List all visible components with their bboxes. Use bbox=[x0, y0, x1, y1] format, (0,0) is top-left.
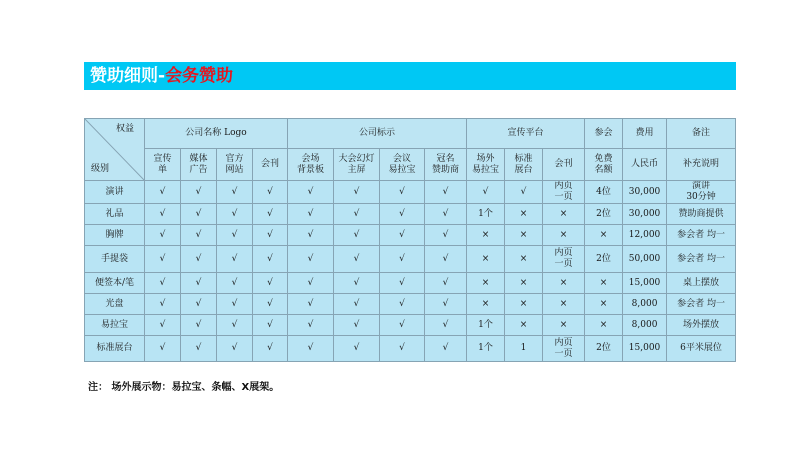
row-level-label: 标准展台 bbox=[85, 336, 145, 362]
table-cell: 8,000 bbox=[623, 294, 667, 315]
table-cell: √ bbox=[334, 273, 380, 294]
subheader-meeting-rollup: 会议 易拉宝 bbox=[380, 149, 425, 181]
table-cell: 内页 一页 bbox=[543, 246, 585, 273]
row-level-label: 手提袋 bbox=[85, 246, 145, 273]
table-cell: √ bbox=[217, 204, 253, 225]
table-row bbox=[85, 181, 736, 204]
table-cell: × bbox=[543, 315, 585, 336]
table-cell: √ bbox=[253, 181, 288, 204]
table-cell: × bbox=[543, 225, 585, 246]
table-cell: 4位 bbox=[585, 181, 623, 204]
subheader-website: 官方 网站 bbox=[217, 149, 253, 181]
table-cell: √ bbox=[288, 273, 334, 294]
table-cell: √ bbox=[288, 294, 334, 315]
table-cell: 参会者 均一 bbox=[667, 246, 736, 273]
table-row bbox=[85, 204, 736, 225]
table-cell: √ bbox=[425, 225, 467, 246]
table-cell: 2位 bbox=[585, 246, 623, 273]
table-cell: √ bbox=[505, 181, 543, 204]
table-cell: √ bbox=[217, 294, 253, 315]
table-cell: 1个 bbox=[467, 336, 505, 362]
table-cell: √ bbox=[288, 336, 334, 362]
table-cell: 2位 bbox=[585, 336, 623, 362]
table-cell: √ bbox=[334, 336, 380, 362]
table-cell: √ bbox=[181, 294, 217, 315]
table-cell: √ bbox=[334, 225, 380, 246]
group-header-company-sign: 公司标示 bbox=[288, 119, 467, 149]
table-cell: 30,000 bbox=[623, 181, 667, 204]
title-bar bbox=[84, 62, 736, 90]
table-cell: × bbox=[467, 246, 505, 273]
table-cell: × bbox=[585, 294, 623, 315]
table-cell: √ bbox=[288, 181, 334, 204]
subheader-media-ad: 媒体 广告 bbox=[181, 149, 217, 181]
table-cell: √ bbox=[253, 225, 288, 246]
table-cell: √ bbox=[380, 315, 425, 336]
sponsorship-table bbox=[84, 118, 736, 362]
table-cell: √ bbox=[145, 336, 181, 362]
table-cell: 1 bbox=[505, 336, 543, 362]
table-cell: √ bbox=[425, 181, 467, 204]
table-cell: × bbox=[505, 246, 543, 273]
group-header-attend: 参会 bbox=[585, 119, 623, 149]
table-cell: √ bbox=[217, 315, 253, 336]
table-body bbox=[85, 181, 736, 362]
table-cell: √ bbox=[253, 315, 288, 336]
table-cell: √ bbox=[253, 204, 288, 225]
table-cell: √ bbox=[288, 225, 334, 246]
group-header-company-logo: 公司名称 Logo bbox=[145, 119, 288, 149]
table-cell: × bbox=[467, 225, 505, 246]
table-cell: 1个 bbox=[467, 204, 505, 225]
table-cell: √ bbox=[145, 225, 181, 246]
table-cell: √ bbox=[253, 336, 288, 362]
table-cell: √ bbox=[288, 315, 334, 336]
table-cell: × bbox=[505, 204, 543, 225]
table-cell: 参会者 均一 bbox=[667, 294, 736, 315]
row-level-label: 光盘 bbox=[85, 294, 145, 315]
table-cell: √ bbox=[181, 273, 217, 294]
table-cell: 50,000 bbox=[623, 246, 667, 273]
page-title bbox=[90, 65, 233, 87]
table-cell: √ bbox=[253, 246, 288, 273]
table-row bbox=[85, 246, 736, 273]
group-header-remark: 备注 bbox=[667, 119, 736, 149]
table-cell: 演讲 30分钟 bbox=[667, 181, 736, 204]
table-cell: √ bbox=[425, 273, 467, 294]
row-level-label: 演讲 bbox=[85, 181, 145, 204]
table-cell: × bbox=[505, 225, 543, 246]
table-cell: √ bbox=[288, 204, 334, 225]
title-highlight: 会务赞助 bbox=[165, 66, 234, 86]
table-cell: √ bbox=[217, 181, 253, 204]
table-cell: √ bbox=[380, 181, 425, 204]
table-row bbox=[85, 336, 736, 362]
table-cell: √ bbox=[334, 294, 380, 315]
table-cell: √ bbox=[334, 246, 380, 273]
table-cell: 12,000 bbox=[623, 225, 667, 246]
table-cell: × bbox=[543, 273, 585, 294]
table-cell: √ bbox=[217, 273, 253, 294]
subheader-free-quota: 免费 名额 bbox=[585, 149, 623, 181]
table-cell: √ bbox=[380, 336, 425, 362]
table-cell: × bbox=[505, 294, 543, 315]
title-prefix: 赞助细则- bbox=[90, 66, 166, 86]
subheader-journal: 会刊 bbox=[253, 149, 288, 181]
table-row bbox=[85, 294, 736, 315]
table-cell: √ bbox=[145, 294, 181, 315]
table-cell: √ bbox=[145, 246, 181, 273]
table-cell: √ bbox=[145, 273, 181, 294]
table-cell: √ bbox=[181, 336, 217, 362]
table-cell: √ bbox=[467, 181, 505, 204]
table-cell: √ bbox=[425, 315, 467, 336]
table-cell: √ bbox=[253, 294, 288, 315]
table-cell: √ bbox=[145, 204, 181, 225]
table-cell: 15,000 bbox=[623, 273, 667, 294]
table-cell: 2位 bbox=[585, 204, 623, 225]
table-cell: × bbox=[543, 204, 585, 225]
table-cell: × bbox=[585, 225, 623, 246]
footnote: 注： 场外展示物：易拉宝、条幅、X展架。 bbox=[88, 382, 280, 393]
table-cell: √ bbox=[145, 181, 181, 204]
group-header-publicity: 宣传平台 bbox=[467, 119, 585, 149]
table-cell: 场外摆放 bbox=[667, 315, 736, 336]
table-cell: 1个 bbox=[467, 315, 505, 336]
table-cell: 桌上摆放 bbox=[667, 273, 736, 294]
table-cell: 6平米展位 bbox=[667, 336, 736, 362]
table-cell: × bbox=[505, 273, 543, 294]
subheader-std-booth: 标准 展台 bbox=[505, 149, 543, 181]
row-level-label: 便签本/笔 bbox=[85, 273, 145, 294]
table-cell: 内页 一页 bbox=[543, 336, 585, 362]
table-cell: √ bbox=[380, 246, 425, 273]
row-level-label: 胸牌 bbox=[85, 225, 145, 246]
row-level-label: 易拉宝 bbox=[85, 315, 145, 336]
table-cell: × bbox=[585, 273, 623, 294]
subheader-journal-publicity: 会刊 bbox=[543, 149, 585, 181]
table-cell: √ bbox=[425, 294, 467, 315]
table-cell: √ bbox=[425, 246, 467, 273]
table-cell: √ bbox=[253, 273, 288, 294]
table-cell: √ bbox=[380, 225, 425, 246]
table-cell: √ bbox=[334, 315, 380, 336]
table-cell: √ bbox=[181, 315, 217, 336]
table-row bbox=[85, 273, 736, 294]
table-cell: × bbox=[505, 315, 543, 336]
subheader-slide-screen: 大会幻灯 主屏 bbox=[334, 149, 380, 181]
table-cell: √ bbox=[380, 294, 425, 315]
table-cell: √ bbox=[217, 225, 253, 246]
table-cell: √ bbox=[425, 204, 467, 225]
table-cell: √ bbox=[380, 204, 425, 225]
table-cell: √ bbox=[334, 181, 380, 204]
table-cell: √ bbox=[288, 246, 334, 273]
table-cell: 15,000 bbox=[623, 336, 667, 362]
table-cell: √ bbox=[334, 204, 380, 225]
subheader-title-sponsor: 冠名 赞助商 bbox=[425, 149, 467, 181]
corner-header bbox=[85, 119, 145, 181]
table-cell: √ bbox=[425, 336, 467, 362]
table-cell: × bbox=[467, 294, 505, 315]
subheader-rmb: 人民币 bbox=[623, 149, 667, 181]
table-cell: √ bbox=[181, 204, 217, 225]
group-header-cost: 费用 bbox=[623, 119, 667, 149]
subheader-promo-sheet: 宣传 单 bbox=[145, 149, 181, 181]
table-cell: 8,000 bbox=[623, 315, 667, 336]
table-cell: 内页 一页 bbox=[543, 181, 585, 204]
table-cell: √ bbox=[181, 181, 217, 204]
table-cell: √ bbox=[145, 315, 181, 336]
table-cell: 30,000 bbox=[623, 204, 667, 225]
table-cell: × bbox=[585, 315, 623, 336]
table-cell: 赞助商提供 bbox=[667, 204, 736, 225]
subheader-outdoor-rollup: 场外 易拉宝 bbox=[467, 149, 505, 181]
corner-label-rights: 权益 bbox=[115, 124, 134, 134]
subheader-venue-board: 会场 背景板 bbox=[288, 149, 334, 181]
table-row bbox=[85, 225, 736, 246]
table-cell: √ bbox=[217, 246, 253, 273]
corner-label-level: 级别 bbox=[91, 164, 110, 174]
table-cell: √ bbox=[181, 225, 217, 246]
table-cell: √ bbox=[380, 273, 425, 294]
table-cell: 参会者 均一 bbox=[667, 225, 736, 246]
subheader-supplement: 补充说明 bbox=[667, 149, 736, 181]
table-cell: × bbox=[543, 294, 585, 315]
table-cell: × bbox=[467, 273, 505, 294]
table-cell: √ bbox=[181, 246, 217, 273]
table-row bbox=[85, 315, 736, 336]
row-level-label: 礼品 bbox=[85, 204, 145, 225]
table-cell: √ bbox=[217, 336, 253, 362]
